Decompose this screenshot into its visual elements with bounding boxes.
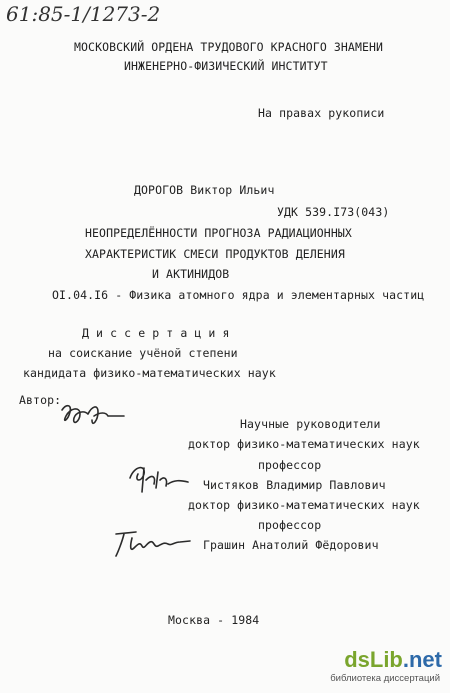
watermark-subtitle: библиотека диссертаций	[330, 673, 440, 684]
dissertation-degree-line: на соискание учёной степени	[48, 346, 238, 360]
specialty: OI.04.I6 - Физика атомного ядра и элементарных частиц	[52, 288, 425, 302]
advisor-1-title: профессор	[258, 458, 322, 472]
watermark	[322, 647, 442, 687]
watermark-logo	[344, 647, 442, 673]
title-line-2: ХАРАКТЕРИСТИК СМЕСИ ПРОДУКТОВ ДЕЛЕНИЯ	[85, 247, 345, 261]
advisor-1-degree: доктор физико-математических наук	[188, 437, 420, 451]
city-year: Москва - 1984	[168, 613, 260, 627]
watermark-logo-b: .net	[402, 647, 442, 672]
advisor-2-degree: доктор физико-математических наук	[188, 498, 420, 512]
advisor-2-signature	[110, 526, 194, 560]
author-name: ДОРОГОВ Виктор Ильич	[134, 183, 275, 197]
archive-code: 61:85-1/1273-2	[6, 2, 161, 26]
advisor-1-name: Чистяков Владимир Павлович	[203, 478, 386, 492]
institution-line-2: ИНЖЕНЕРНО-ФИЗИЧЕСКИЙ ИНСТИТУТ	[124, 59, 328, 73]
title-line-1: НЕОПРЕДЕЛЁННОСТИ ПРОГНОЗА РАДИАЦИОННЫХ	[85, 226, 352, 240]
advisor-2-name: Грашин Анатолий Фёдорович	[203, 538, 379, 552]
institution-line-1: МОСКОВСКИЙ ОРДЕНА ТРУДОВОГО КРАСНОГО ЗНАМЕНИ	[74, 40, 384, 54]
advisor-2-title: профессор	[258, 518, 322, 532]
title-line-3: И АКТИНИДОВ	[152, 267, 230, 281]
rights-note: На правах рукописи	[258, 106, 385, 120]
author-signature	[58, 398, 130, 434]
advisor-1-signature	[124, 458, 194, 496]
advisors-heading: Научные руководители	[240, 417, 381, 431]
watermark-logo-a: dsLib	[344, 647, 403, 672]
author-label: Автор:	[19, 393, 62, 407]
dissertation-field-line: кандидата физико-математических наук	[23, 366, 276, 380]
dissertation-heading: Д и с с е р т а ц и я	[82, 326, 230, 340]
udk-code: УДК 539.I73(043)	[277, 205, 390, 219]
